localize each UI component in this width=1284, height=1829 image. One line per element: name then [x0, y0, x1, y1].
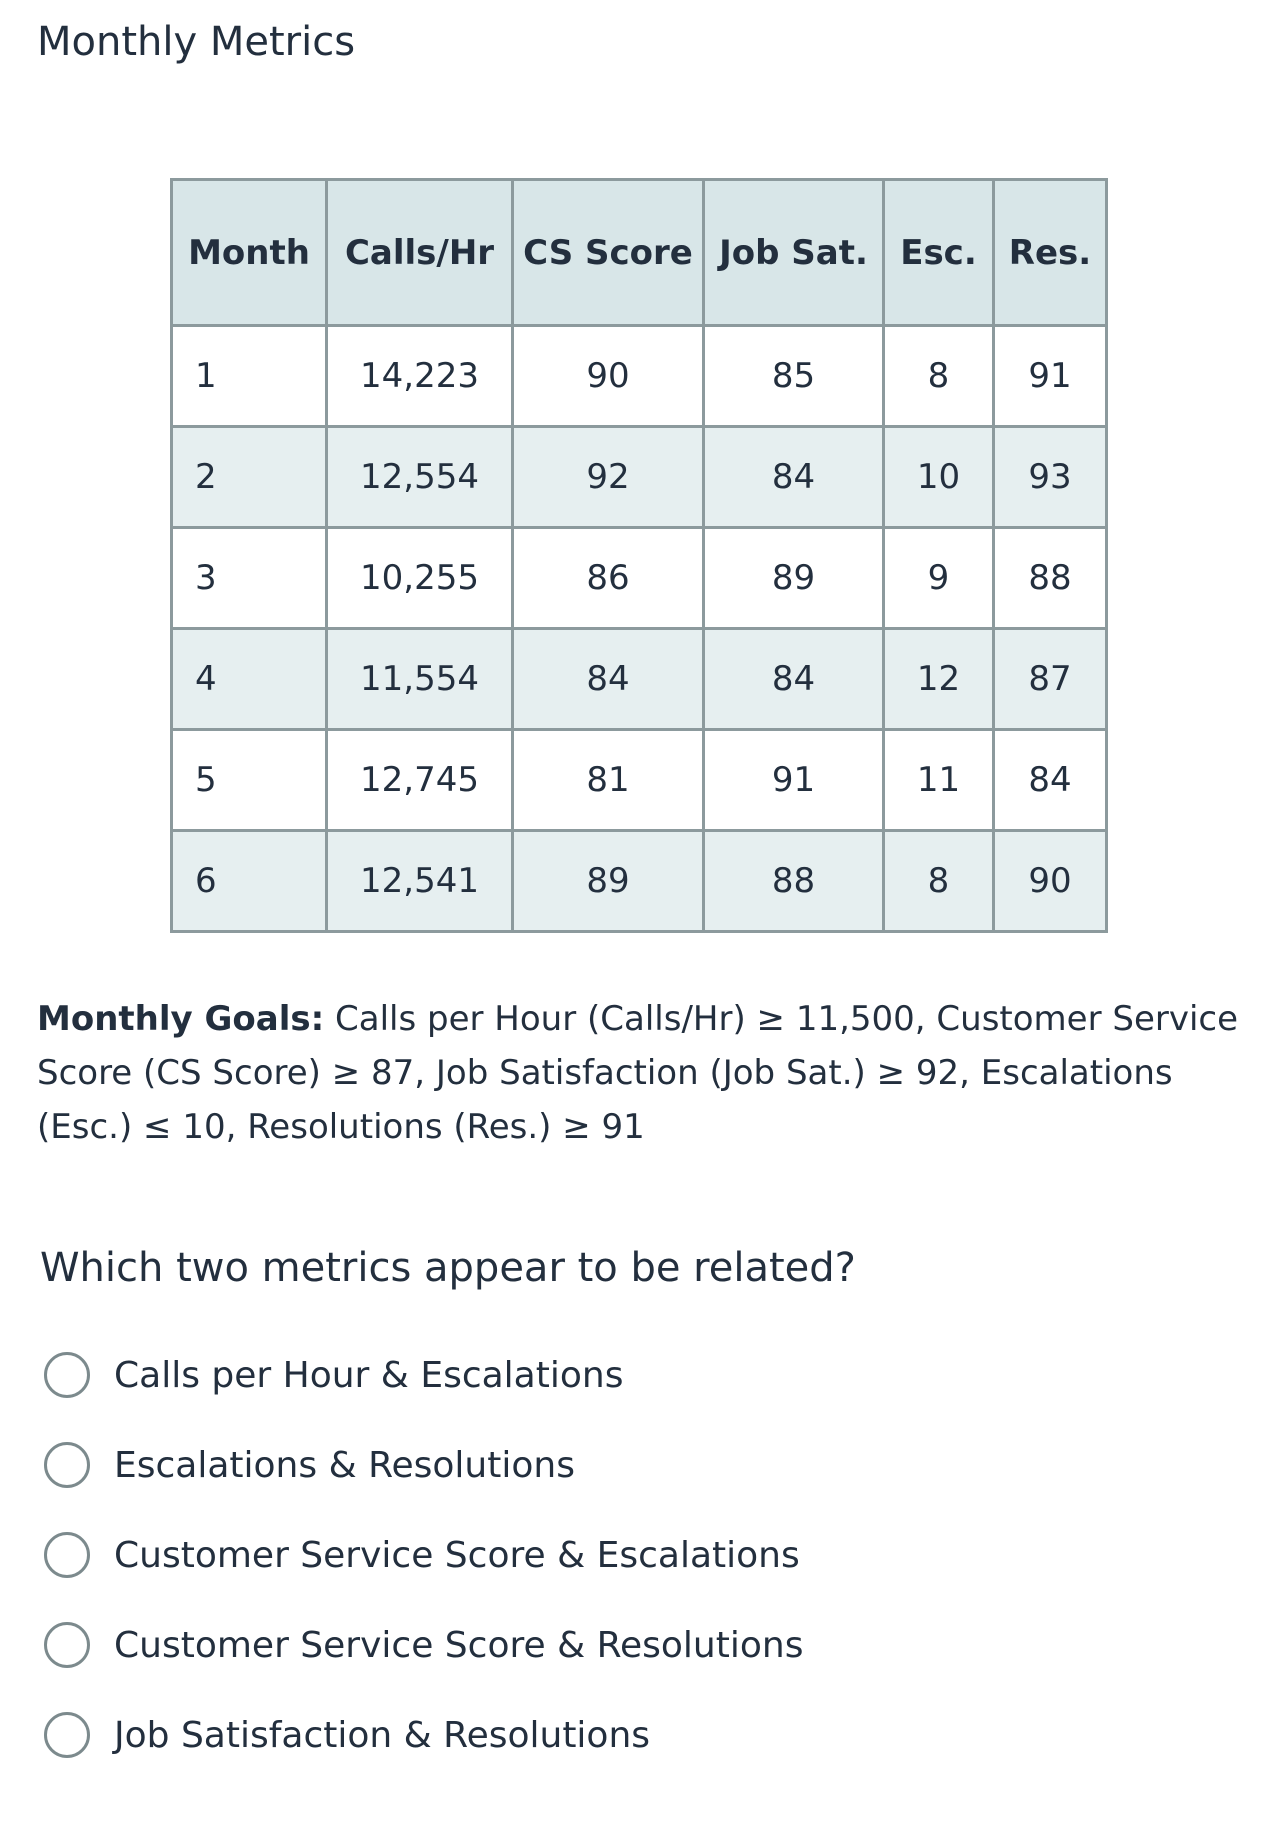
- cell-cs-score: 86: [513, 528, 704, 629]
- cell-resolutions: 87: [994, 629, 1107, 730]
- cell-calls-per-hour: 12,541: [327, 831, 513, 932]
- cell-resolutions: 93: [994, 427, 1107, 528]
- cell-job-satisfaction: 84: [704, 427, 884, 528]
- question-text: Which two metrics appear to be related?: [40, 1245, 856, 1291]
- cell-escalations: 12: [884, 629, 994, 730]
- answer-options: [44, 1330, 803, 1780]
- cell-month: 4: [172, 629, 327, 730]
- cell-month: 1: [172, 326, 327, 427]
- header-calls-per-hour: Calls/Hr: [327, 180, 513, 326]
- table-row: [172, 629, 1107, 730]
- answer-option[interactable]: [44, 1420, 803, 1510]
- cell-escalations: 11: [884, 730, 994, 831]
- radio-button[interactable]: [44, 1532, 90, 1578]
- answer-option[interactable]: [44, 1690, 803, 1780]
- cell-job-satisfaction: 91: [704, 730, 884, 831]
- cell-cs-score: 92: [513, 427, 704, 528]
- cell-cs-score: 81: [513, 730, 704, 831]
- cell-job-satisfaction: 89: [704, 528, 884, 629]
- answer-option-label[interactable]: Job Satisfaction & Resolutions: [114, 1714, 651, 1756]
- cell-calls-per-hour: 12,745: [327, 730, 513, 831]
- cell-job-satisfaction: 88: [704, 831, 884, 932]
- radio-button[interactable]: [44, 1352, 90, 1398]
- page-title: Monthly Metrics: [37, 19, 356, 65]
- answer-option-label[interactable]: Customer Service Score & Escalations: [114, 1534, 800, 1576]
- cell-job-satisfaction: 84: [704, 629, 884, 730]
- answer-option[interactable]: [44, 1330, 803, 1420]
- radio-button[interactable]: [44, 1622, 90, 1668]
- cell-escalations: 10: [884, 427, 994, 528]
- cell-resolutions: 84: [994, 730, 1107, 831]
- monthly-goals-label: Monthly Goals:: [37, 999, 325, 1039]
- cell-month: 3: [172, 528, 327, 629]
- radio-button[interactable]: [44, 1442, 90, 1488]
- table-row: [172, 326, 1107, 427]
- cell-escalations: 8: [884, 326, 994, 427]
- table-row: [172, 528, 1107, 629]
- answer-option[interactable]: [44, 1510, 803, 1600]
- cell-calls-per-hour: 12,554: [327, 427, 513, 528]
- answer-option-label[interactable]: Escalations & Resolutions: [114, 1444, 575, 1486]
- cell-cs-score: 84: [513, 629, 704, 730]
- metrics-table: [170, 178, 1108, 933]
- answer-option-label[interactable]: Customer Service Score & Resolutions: [114, 1624, 804, 1666]
- monthly-goals-text: Calls per Hour (Calls/Hr) ≥ 11,500, Customer Service Score (CS Score) ≥ 87, Job Satisfaction (Job Sat.) ≥ 92, Escalations (Esc.) ≤ 10, Resolutions (Res.) ≥ 91: [37, 999, 1239, 1147]
- header-month: Month: [172, 180, 327, 326]
- cell-resolutions: 91: [994, 326, 1107, 427]
- cell-cs-score: 90: [513, 326, 704, 427]
- answer-option-label[interactable]: Calls per Hour & Escalations: [114, 1354, 624, 1396]
- cell-calls-per-hour: 11,554: [327, 629, 513, 730]
- table-row: [172, 427, 1107, 528]
- header-escalations: Esc.: [884, 180, 994, 326]
- cell-resolutions: 90: [994, 831, 1107, 932]
- metrics-table-container: [170, 178, 1108, 933]
- table-header-row: [172, 180, 1107, 326]
- header-job-satisfaction: Job Sat.: [704, 180, 884, 326]
- radio-button[interactable]: [44, 1712, 90, 1758]
- cell-calls-per-hour: 14,223: [327, 326, 513, 427]
- cell-month: 2: [172, 427, 327, 528]
- header-cs-score: CS Score: [513, 180, 704, 326]
- cell-escalations: 8: [884, 831, 994, 932]
- cell-month: 6: [172, 831, 327, 932]
- cell-calls-per-hour: 10,255: [327, 528, 513, 629]
- answer-option[interactable]: [44, 1600, 803, 1690]
- header-resolutions: Res.: [994, 180, 1107, 326]
- cell-resolutions: 88: [994, 528, 1107, 629]
- cell-cs-score: 89: [513, 831, 704, 932]
- monthly-goals: [37, 992, 1252, 1154]
- cell-month: 5: [172, 730, 327, 831]
- table-row: [172, 831, 1107, 932]
- cell-job-satisfaction: 85: [704, 326, 884, 427]
- cell-escalations: 9: [884, 528, 994, 629]
- table-row: [172, 730, 1107, 831]
